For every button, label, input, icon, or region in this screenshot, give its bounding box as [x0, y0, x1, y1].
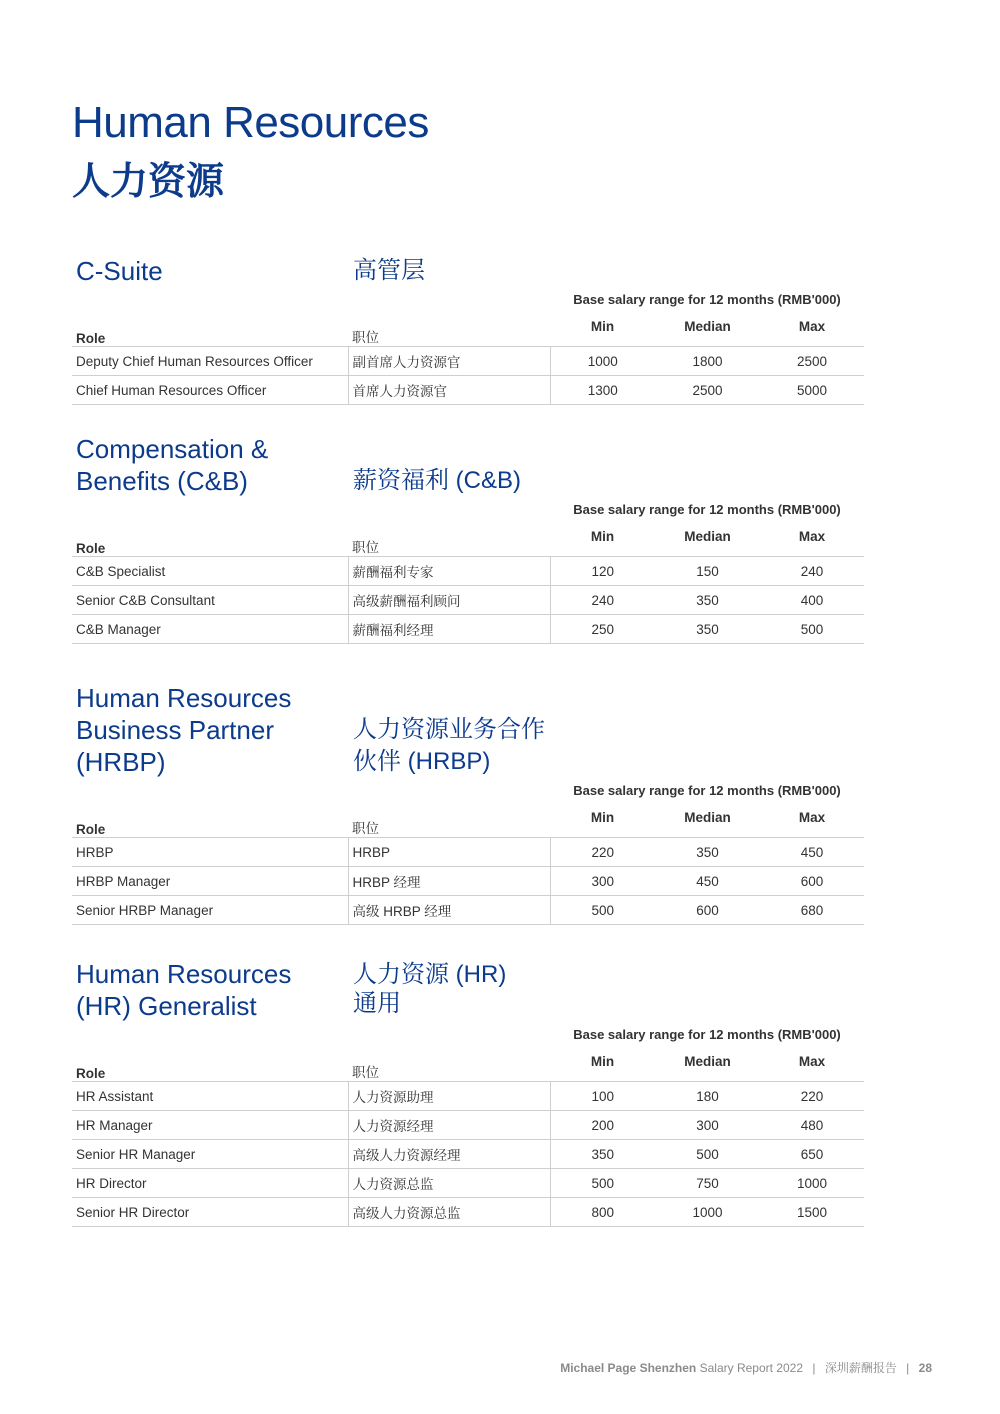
role-zh-cell: HRBP 经理: [348, 867, 550, 896]
col-header-role: Role: [72, 1047, 348, 1082]
table-header-row: [72, 522, 864, 557]
median-cell: 350: [655, 586, 760, 615]
role-cell: Deputy Chief Human Resources Officer: [72, 347, 348, 376]
max-cell: 680: [760, 896, 864, 925]
salary-range-caption: Base salary range for 12 months (RMB'000): [573, 502, 841, 517]
role-cell: Senior HRBP Manager: [72, 896, 348, 925]
page-footer: [560, 1359, 932, 1376]
section-title-zh-line: 薪资福利 (C&B): [353, 467, 521, 494]
section-title: [76, 433, 268, 497]
min-cell: 120: [550, 557, 655, 586]
col-header-median: Median: [655, 1047, 760, 1082]
role-cell: HR Assistant: [72, 1082, 348, 1111]
role-cell: Chief Human Resources Officer: [72, 376, 348, 405]
table-header-row: [72, 1047, 864, 1082]
section-compensation-benefits: [72, 433, 864, 639]
section-c-suite: [72, 255, 864, 401]
page-title: Human Resources: [72, 98, 429, 147]
median-cell: 750: [655, 1169, 760, 1198]
section-title: [76, 682, 291, 778]
max-cell: 2500: [760, 347, 864, 376]
max-cell: 240: [760, 557, 864, 586]
page-title-zh: 人力资源: [72, 161, 225, 203]
max-cell: 220: [760, 1082, 864, 1111]
section-title-zh: [353, 714, 545, 778]
col-header-min: Min: [550, 803, 655, 838]
table-row: [72, 376, 864, 405]
col-header-median: Median: [655, 522, 760, 557]
median-cell: 1800: [655, 347, 760, 376]
table-row: [72, 1140, 864, 1169]
salary-range-caption: Base salary range for 12 months (RMB'000): [573, 783, 841, 798]
table-row: [72, 615, 864, 644]
median-cell: 1000: [655, 1198, 760, 1227]
col-header-max: Max: [760, 522, 864, 557]
section-hr-generalist: [72, 958, 864, 1222]
col-header-role: Role: [72, 312, 348, 347]
max-cell: 600: [760, 867, 864, 896]
max-cell: 480: [760, 1111, 864, 1140]
col-header-role: Role: [72, 803, 348, 838]
role-zh-cell: HRBP: [348, 838, 550, 867]
table-row: [72, 1082, 864, 1111]
median-cell: 2500: [655, 376, 760, 405]
section-hrbp: [72, 682, 864, 920]
role-cell: Senior HR Director: [72, 1198, 348, 1227]
footer-report-title-zh: 深圳薪酬报告: [824, 1361, 897, 1375]
role-zh-cell: 副首席人力资源官: [348, 347, 550, 376]
max-cell: 650: [760, 1140, 864, 1169]
min-cell: 1300: [550, 376, 655, 405]
min-cell: 250: [550, 615, 655, 644]
col-header-role-zh: 职位: [348, 312, 550, 347]
table-header-row: [72, 312, 864, 347]
col-header-median: Median: [655, 312, 760, 347]
section-title-zh-line: 人力资源 (HR): [353, 961, 507, 988]
footer-separator: |: [906, 1361, 910, 1375]
table-row: [72, 1169, 864, 1198]
section-title-zh-line: 通用: [353, 990, 401, 1017]
col-header-role: Role: [72, 522, 348, 557]
role-zh-cell: 高级 HRBP 经理: [348, 896, 550, 925]
footer-brand: Michael Page Shenzhen: [560, 1361, 697, 1375]
median-cell: 150: [655, 557, 760, 586]
table-row: [72, 1198, 864, 1227]
col-header-min: Min: [550, 1047, 655, 1082]
max-cell: 5000: [760, 376, 864, 405]
col-header-median: Median: [655, 803, 760, 838]
salary-range-caption: Base salary range for 12 months (RMB'000): [573, 1027, 841, 1042]
table-row: [72, 896, 864, 925]
section-title-zh: [353, 960, 506, 1018]
table-row: [72, 347, 864, 376]
role-cell: HR Manager: [72, 1111, 348, 1140]
table-row: [72, 1111, 864, 1140]
col-header-max: Max: [760, 1047, 864, 1082]
role-zh-cell: 人力资源助理: [348, 1082, 550, 1111]
section-title: [76, 958, 291, 1022]
salary-table: [72, 522, 864, 644]
min-cell: 1000: [550, 347, 655, 376]
min-cell: 220: [550, 838, 655, 867]
footer-separator: |: [812, 1361, 816, 1375]
col-header-role-zh: 职位: [348, 522, 550, 557]
role-cell: C&B Specialist: [72, 557, 348, 586]
col-header-max: Max: [760, 312, 864, 347]
col-header-role-zh: 职位: [348, 1047, 550, 1082]
salary-table: [72, 312, 864, 405]
table-row: [72, 557, 864, 586]
min-cell: 800: [550, 1198, 655, 1227]
role-zh-cell: 人力资源总监: [348, 1169, 550, 1198]
section-title-line: Business Partner: [76, 715, 274, 745]
col-header-role-zh: 职位: [348, 803, 550, 838]
section-title-line: Human Resources: [76, 959, 292, 989]
section-title-zh-line: 伙伴 (HRBP): [353, 748, 491, 775]
role-zh-cell: 高级人力资源经理: [348, 1140, 550, 1169]
role-zh-cell: 薪酬福利专家: [348, 557, 550, 586]
min-cell: 350: [550, 1140, 655, 1169]
min-cell: 240: [550, 586, 655, 615]
footer-report-title: Salary Report 2022: [699, 1361, 803, 1375]
role-cell: Senior C&B Consultant: [72, 586, 348, 615]
role-zh-cell: 高级人力资源总监: [348, 1198, 550, 1227]
salary-table: [72, 803, 864, 925]
median-cell: 500: [655, 1140, 760, 1169]
min-cell: 500: [550, 896, 655, 925]
median-cell: 350: [655, 615, 760, 644]
median-cell: 600: [655, 896, 760, 925]
table-header-row: [72, 803, 864, 838]
table-row: [72, 867, 864, 896]
page-number: 28: [918, 1361, 932, 1375]
section-title-zh-line: 人力资源业务合作: [353, 716, 545, 743]
role-zh-cell: 首席人力资源官: [348, 376, 550, 405]
col-header-max: Max: [760, 803, 864, 838]
role-cell: HR Director: [72, 1169, 348, 1198]
max-cell: 400: [760, 586, 864, 615]
role-cell: HRBP: [72, 838, 348, 867]
role-zh-cell: 人力资源经理: [348, 1111, 550, 1140]
max-cell: 450: [760, 838, 864, 867]
min-cell: 200: [550, 1111, 655, 1140]
role-zh-cell: 薪酬福利经理: [348, 615, 550, 644]
role-zh-cell: 高级薪酬福利顾问: [348, 586, 550, 615]
section-title-line: Benefits (C&B): [76, 466, 248, 496]
section-title-line: Human Resources: [76, 683, 292, 713]
section-title-line: (HRBP): [76, 747, 166, 777]
col-header-min: Min: [550, 522, 655, 557]
median-cell: 300: [655, 1111, 760, 1140]
col-header-min: Min: [550, 312, 655, 347]
salary-table: [72, 1047, 864, 1227]
section-title-line: (HR) Generalist: [76, 991, 257, 1021]
table-row: [72, 586, 864, 615]
max-cell: 1000: [760, 1169, 864, 1198]
min-cell: 500: [550, 1169, 655, 1198]
section-title-zh-line: 高管层: [353, 257, 425, 284]
max-cell: 500: [760, 615, 864, 644]
role-cell: Senior HR Manager: [72, 1140, 348, 1169]
min-cell: 300: [550, 867, 655, 896]
median-cell: 180: [655, 1082, 760, 1111]
section-title-zh: [353, 255, 425, 287]
median-cell: 450: [655, 867, 760, 896]
section-title-line: Compensation &: [76, 434, 269, 464]
min-cell: 100: [550, 1082, 655, 1111]
table-row: [72, 838, 864, 867]
median-cell: 350: [655, 838, 760, 867]
section-title-line: C-Suite: [76, 256, 163, 286]
max-cell: 1500: [760, 1198, 864, 1227]
section-title-zh: [353, 465, 521, 497]
salary-range-caption: Base salary range for 12 months (RMB'000): [573, 292, 841, 307]
section-title: [76, 255, 163, 287]
role-cell: HRBP Manager: [72, 867, 348, 896]
role-cell: C&B Manager: [72, 615, 348, 644]
